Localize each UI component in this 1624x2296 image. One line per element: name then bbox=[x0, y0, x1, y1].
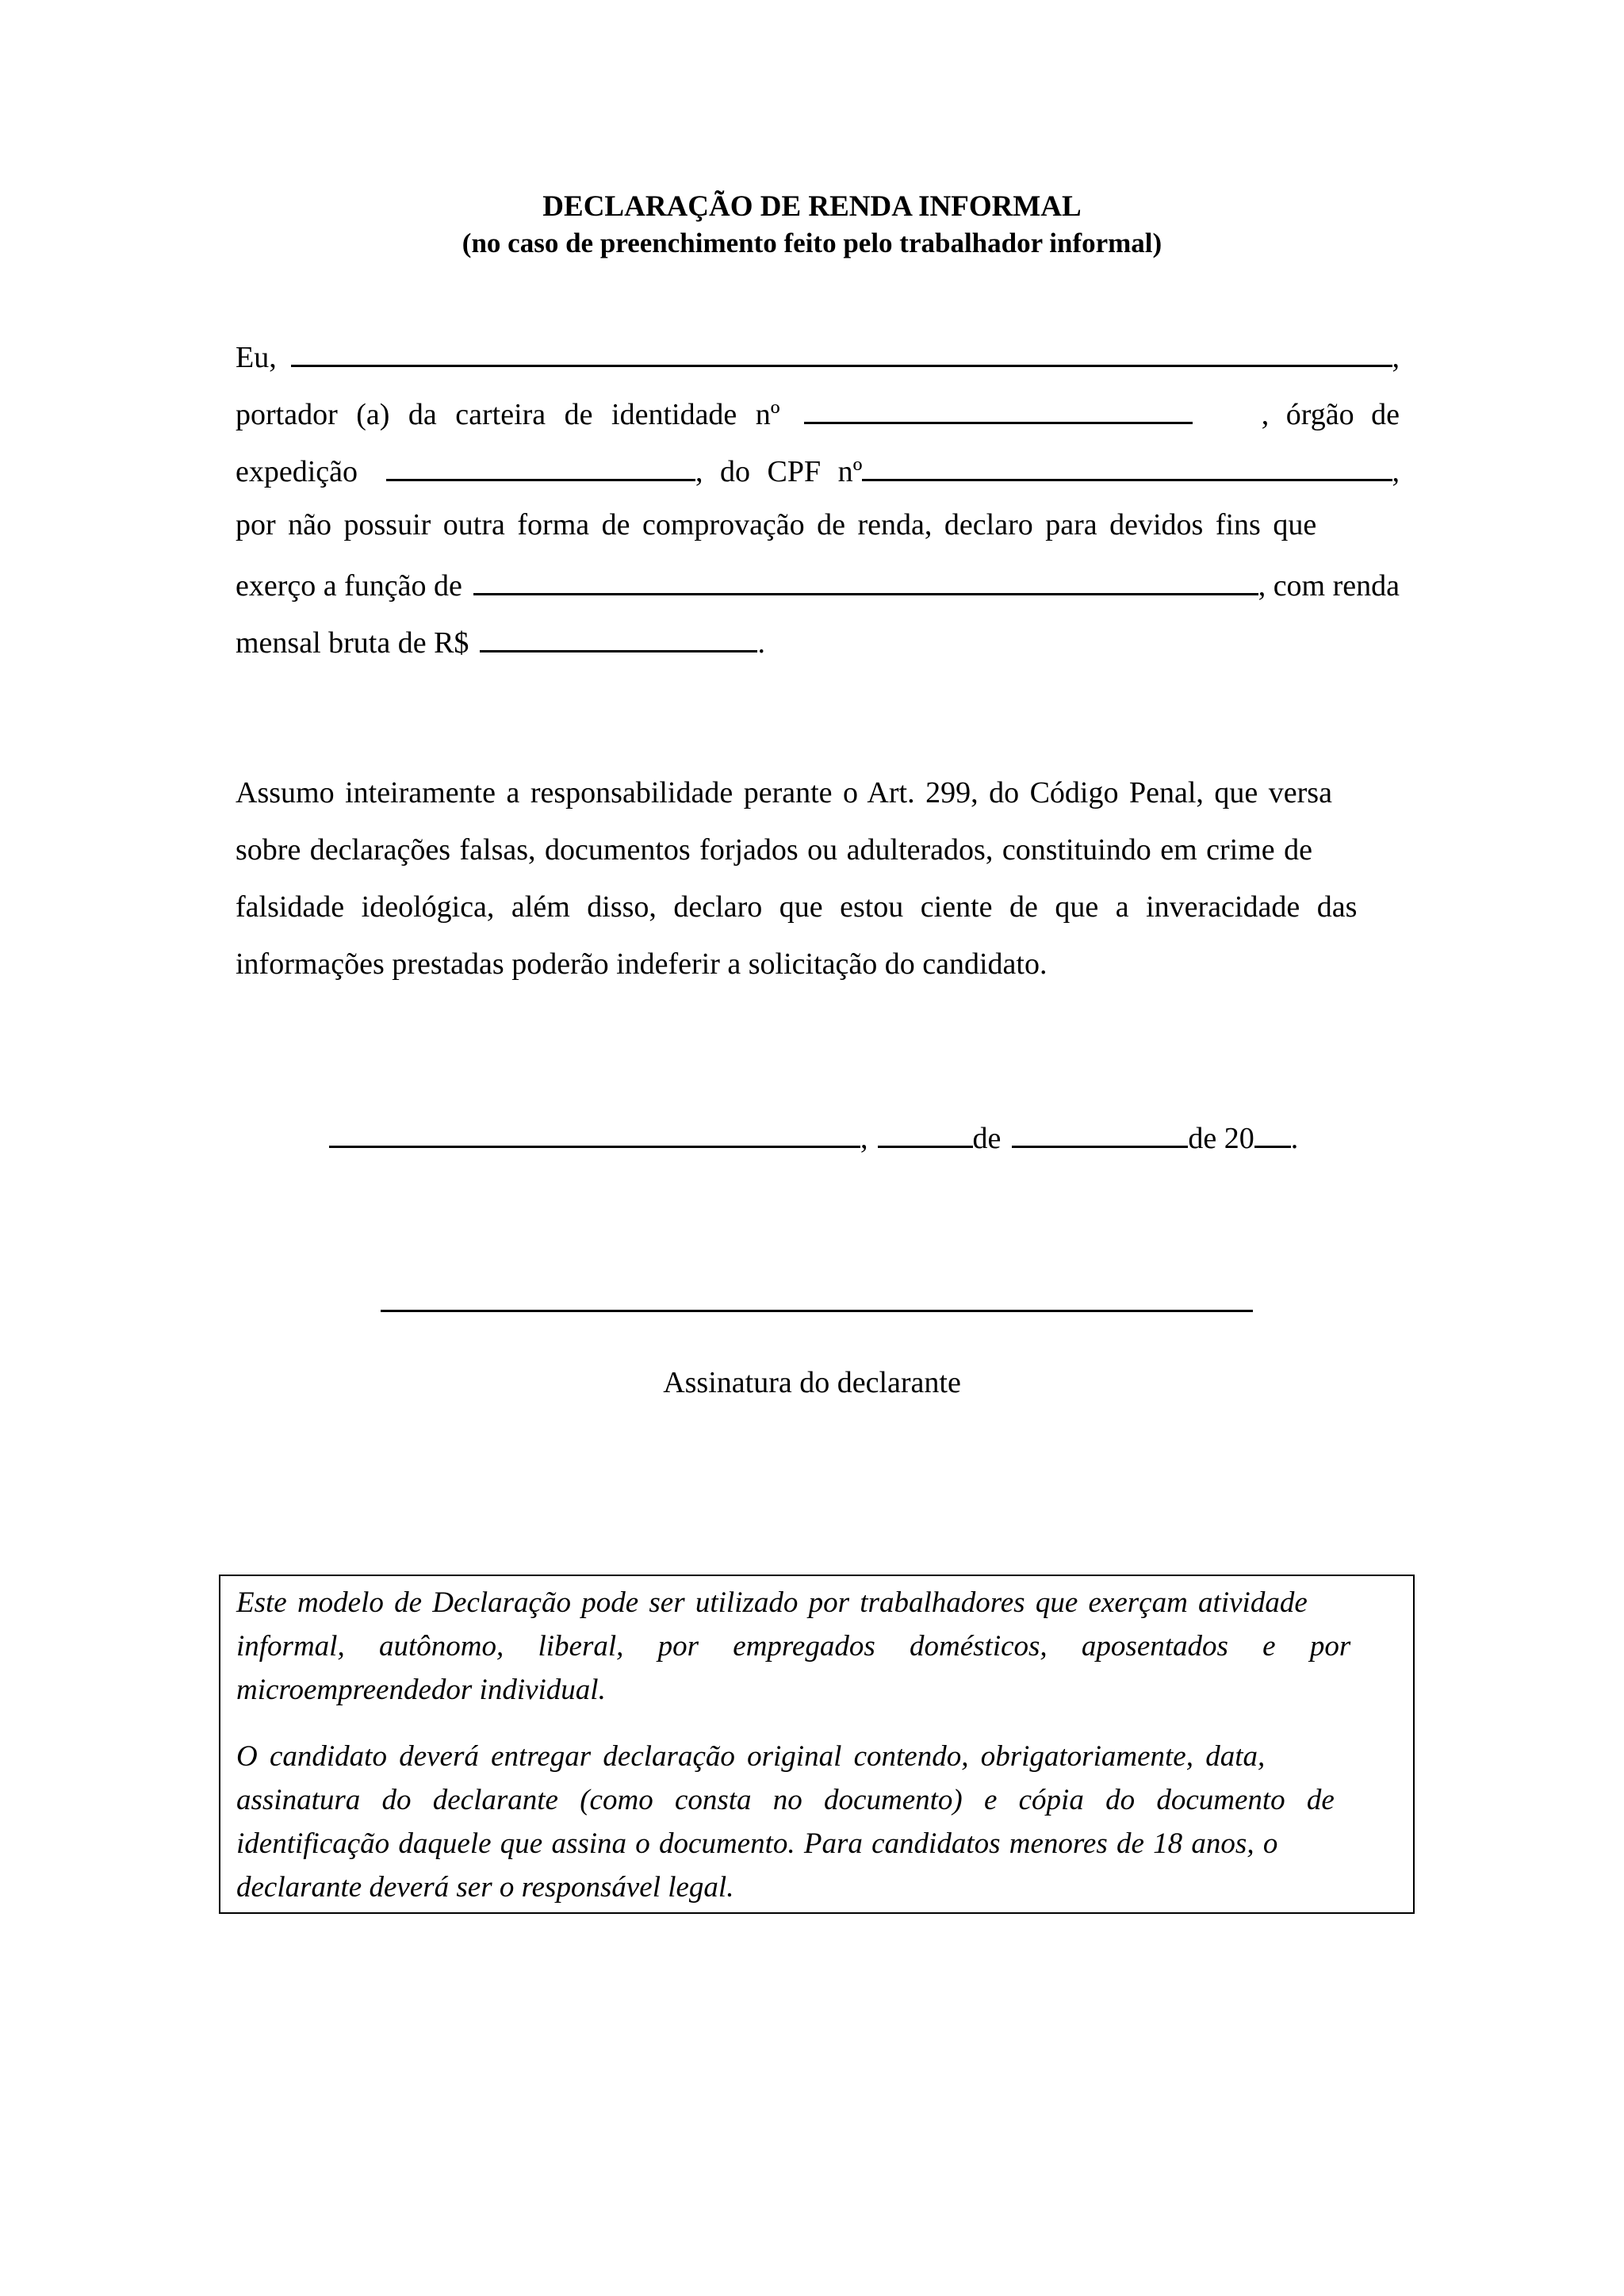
statement-text: por não possuir outra forma de comprovação de renda, declaro para devidos fins que bbox=[236, 508, 1317, 541]
form-line-statement bbox=[236, 504, 1400, 545]
name-blank[interactable] bbox=[291, 333, 1392, 367]
period: . bbox=[1290, 1122, 1299, 1155]
label-cpf: , do CPF nº bbox=[695, 455, 863, 488]
comma: , bbox=[1392, 341, 1400, 374]
responsibility-line-2: sobre declarações falsas, documentos forjados ou adulterados, constituindo em crime de bbox=[236, 833, 1313, 867]
label-expedicao: expedição bbox=[236, 455, 358, 488]
responsibility-line-3: falsidade ideológica, além disso, declaro que estou ciente de que a inveracidade das bbox=[236, 890, 1358, 924]
instructions-paragraph-1 bbox=[236, 1581, 1400, 1712]
instructions-paragraph-2 bbox=[236, 1735, 1400, 1909]
note-line: O candidato deverá entregar declaração original contendo, obrigatoriamente, data, bbox=[236, 1740, 1266, 1773]
label-eu: Eu, bbox=[236, 341, 277, 374]
signature-line[interactable] bbox=[381, 1310, 1253, 1312]
signature-label: Assinatura do declarante bbox=[663, 1366, 961, 1399]
label-identity: portador (a) da carteira de identidade nº bbox=[236, 398, 780, 431]
period: . bbox=[757, 626, 765, 660]
document-subtitle: (no caso de preenchimento feito pelo trabalhador informal) bbox=[462, 228, 1162, 258]
month-blank[interactable] bbox=[1012, 1114, 1188, 1148]
label-function: exerço a função de bbox=[236, 569, 462, 603]
note-line: declarante deverá ser o responsável legal. bbox=[236, 1871, 734, 1904]
issuing-body-blank[interactable] bbox=[386, 447, 695, 481]
function-blank[interactable] bbox=[473, 561, 1258, 595]
income-amount-blank[interactable] bbox=[480, 618, 757, 652]
comma: , bbox=[1392, 455, 1400, 488]
label-income-amount: mensal bruta de R$ bbox=[236, 626, 469, 660]
form-line-function bbox=[236, 561, 1400, 603]
instructions-box bbox=[219, 1575, 1415, 1914]
responsibility-line-4: informações prestadas poderão indeferir a solicitação do candidato. bbox=[236, 947, 1048, 981]
form-line-name bbox=[236, 333, 1400, 374]
responsibility-line-1: Assumo inteiramente a responsabilidade perante o Art. 299, do Código Penal, que versa bbox=[236, 776, 1332, 809]
day-blank[interactable] bbox=[878, 1114, 973, 1148]
city-blank[interactable] bbox=[329, 1114, 860, 1148]
identity-number-blank[interactable] bbox=[804, 390, 1193, 424]
comma: , bbox=[860, 1122, 868, 1155]
form-line-identity bbox=[236, 390, 1400, 431]
note-line: informal, autônomo, liberal, por empregados domésticos, aposentados e por bbox=[236, 1630, 1351, 1663]
form-line-income bbox=[236, 618, 1400, 660]
note-line: Este modelo de Declaração pode ser utilizado por trabalhadores que exerçam atividade bbox=[236, 1586, 1308, 1619]
year-blank[interactable] bbox=[1254, 1114, 1291, 1148]
label-de: de bbox=[972, 1122, 1002, 1155]
document-title: DECLARAÇÃO DE RENDA INFORMAL bbox=[542, 190, 1082, 223]
date-line bbox=[329, 1114, 1304, 1155]
label-income: , com renda bbox=[1258, 569, 1400, 603]
cpf-number-blank[interactable] bbox=[862, 447, 1392, 481]
form-line-cpf bbox=[236, 447, 1400, 488]
note-line: identificação daquele que assina o documento. Para candidatos menores de 18 anos, o bbox=[236, 1827, 1278, 1860]
note-line: microempreendedor individual. bbox=[236, 1674, 606, 1706]
label-de-year: de 20 bbox=[1188, 1122, 1254, 1155]
note-line: assinatura do declarante (como consta no documento) e cópia do documento de bbox=[236, 1784, 1335, 1816]
label-orgao: , órgão de bbox=[1261, 398, 1400, 431]
